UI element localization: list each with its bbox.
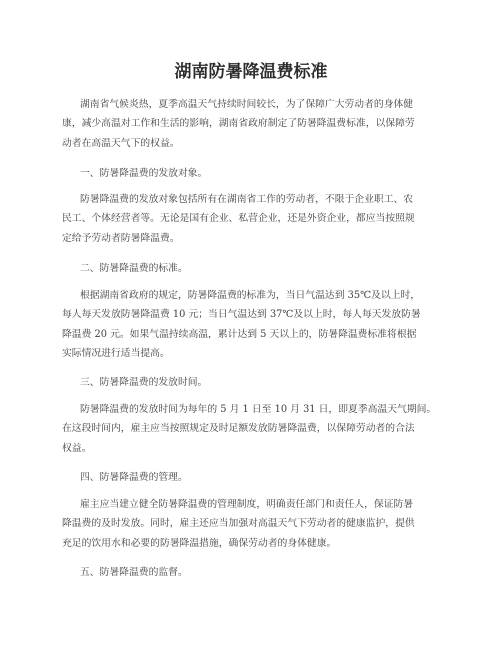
document-title: 湖南防暑降温费标准 (174, 62, 328, 82)
section-5-heading-block (62, 563, 440, 582)
section-2-paragraph (62, 286, 440, 364)
paragraph-line: 民工、个体经营者等。无论是国有企业、私营企业，还是外资企业，都应当按照规 (62, 213, 415, 225)
section-3-heading-block (62, 373, 440, 392)
paragraph-line: 湖南省气候炎热，夏季高温天气持续时间较长，为了保障广大劳动者的身体健 (80, 99, 414, 110)
paragraph-line: 防暑降温费的发放时间为每年的 5 月 1 日至 10 月 31 日，即夏季高温天气期间。 (80, 404, 437, 415)
section-heading: 二、防暑降温费的标准。 (80, 263, 188, 274)
paragraph-line: 每人每天发放防暑降温费 10 元；当日气温达到 37℃及以上时，每人每天发放防暑 (62, 309, 421, 321)
section-1-heading-block (62, 164, 440, 183)
paragraph-line: 康，减少高温对工作和生活的影响，湖南省政府制定了防暑降温费标准，以保障劳 (62, 118, 415, 130)
paragraph-line: 在这段时间内，雇主应当按照规定及时足额发放防暑降温费，以保障劳动者的合法 (62, 423, 415, 435)
paragraph-line: 根据湖南省政府的规定，防暑降温费的标准为，当日气温达到 35℃及以上时， (80, 290, 421, 301)
paragraph-line: 雇主应当建立健全防暑降温费的管理制度，明确责任部门和责任人，保证防暑 (80, 499, 414, 510)
paragraph-line: 实际情况进行适当提高。 (62, 348, 170, 360)
paragraph-line: 定给予劳动者防暑降温费。 (62, 232, 180, 244)
paragraph-line: 权益。 (62, 442, 92, 454)
section-heading: 三、防暑降温费的发放时间。 (80, 377, 208, 388)
section-3-paragraph (62, 400, 440, 458)
intro-paragraph (62, 95, 440, 153)
paragraph-line: 降温费 20 元。如果气温持续高温，累计达到 5 天以上的，防暑降温费标准将根据 (62, 328, 417, 340)
paragraph-line: 防暑降温费的发放对象包括所有在湖南省工作的劳动者，不限于企业职工、农 (80, 194, 414, 205)
section-heading: 五、防暑降温费的监督。 (80, 567, 188, 578)
paragraph-line: 降温费的及时发放。同时，雇主还应当加强对高温天气下劳动者的健康监护，提供 (62, 518, 415, 530)
paragraph-line: 充足的饮用水和必要的防暑降温措施，确保劳动者的身体健康。 (62, 537, 337, 549)
section-4-paragraph (62, 495, 440, 553)
section-heading: 四、防暑降温费的管理。 (80, 472, 188, 483)
section-2-heading-block (62, 259, 440, 278)
section-heading: 一、防暑降温费的发放对象。 (80, 168, 208, 179)
section-4-heading-block (62, 468, 440, 487)
paragraph-line: 动者在高温天气下的权益。 (62, 137, 180, 149)
section-1-paragraph (62, 190, 440, 248)
